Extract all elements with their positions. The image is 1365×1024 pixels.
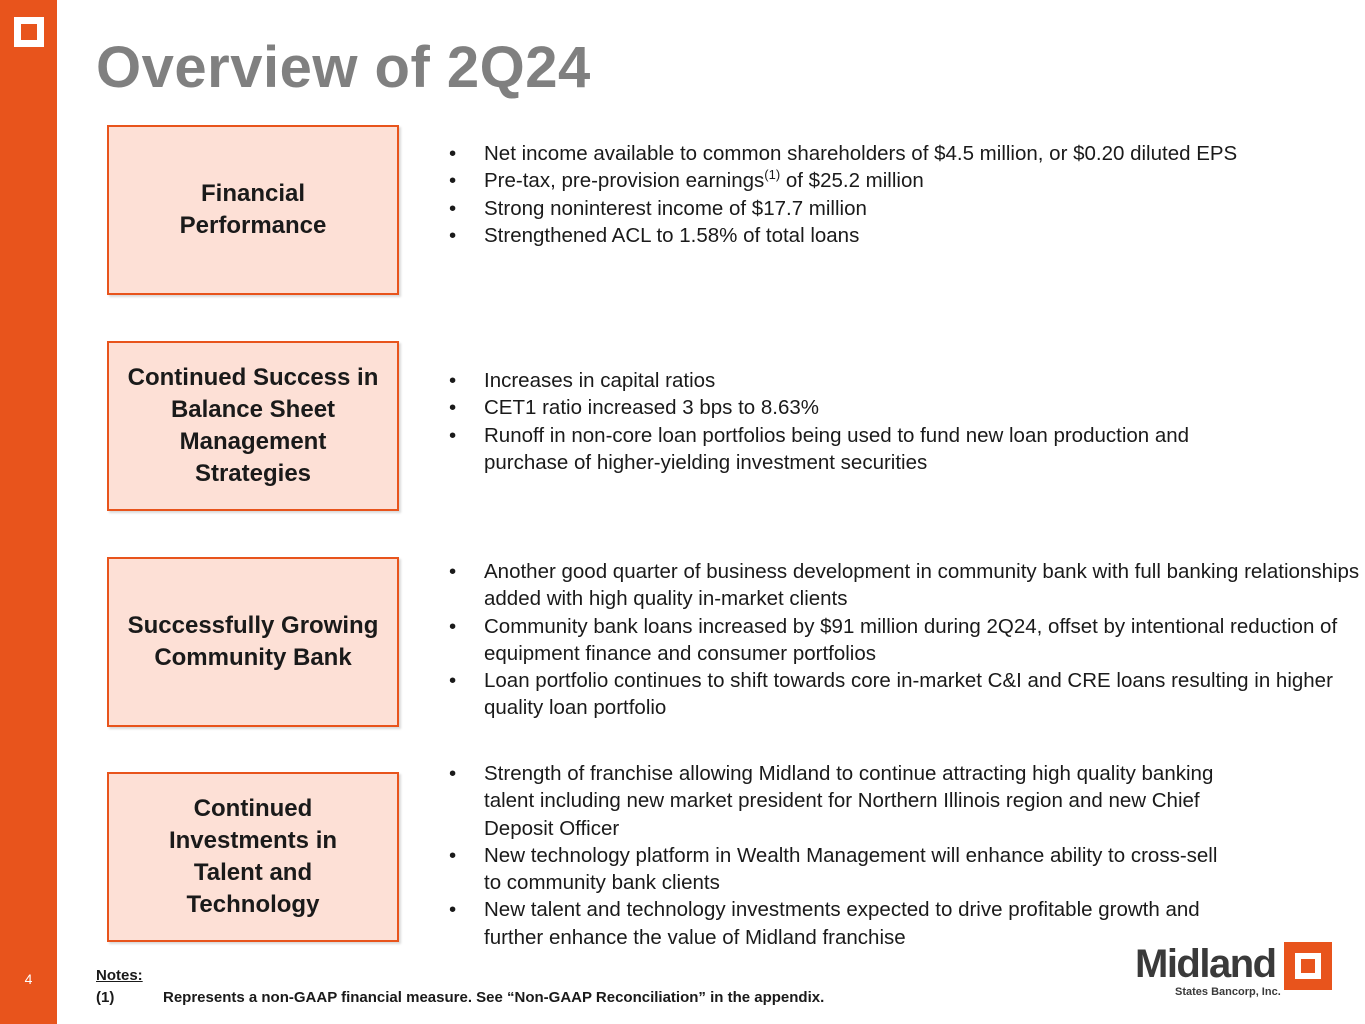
brand-square-icon [1284,942,1332,990]
bullet-item: • Community bank loans increased by $91 million during 2Q24, offset by intentional reduction of equipment finance and consumer portfolios [449,613,1361,668]
bullet-item: • Net income available to common shareholders of $4.5 million, or $0.20 diluted EPS [449,140,1349,167]
sidebar-accent-bar [0,0,57,1024]
section-bullets [449,367,1249,476]
bullet-item: • Increases in capital ratios [449,367,1249,394]
bullet-item: • Strength of franchise allowing Midland to continue attracting high quality banking talent including new market president for Northern Illinois region and new Chief Deposit Officer [449,760,1239,842]
midland-logo-icon [14,17,44,47]
bullet-item: • Strengthened ACL to 1.58% of total loans [449,222,1349,249]
section-bullets [449,760,1239,951]
bullet-item: • Pre-tax, pre-provision earnings$^{(1)}$ of $25.2 million [449,167,1349,194]
bullet-item: • Loan portfolio continues to shift towards core in-market C&I and CRE loans resulting in higher quality loan portfolio [449,667,1361,722]
section-bullets [449,558,1361,722]
section-heading: Continued Success in Balance Sheet Management Strategies [127,364,379,487]
note-text: Represents a non-GAAP financial measure. See “Non-GAAP Reconciliation” in the appendix. [163,989,825,1006]
section-bullets [449,140,1349,249]
note-number: (1) [96,989,115,1006]
brand-subtitle: States Bancorp, Inc. [1175,986,1281,998]
bullet-item: • Another good quarter of business development in community bank with full banking relationships added with high quality in-market clients [449,558,1361,613]
bullet-item: • CET1 ratio increased 3 bps to 8.63% [449,394,1249,421]
page-number: 4 [24,971,33,987]
section-heading: Financial Performance [179,180,327,239]
section-heading-box [107,341,399,511]
section-heading-box [107,772,399,942]
section-heading-box [107,125,399,295]
section-heading: Continued Investments in Talent and Technology [168,795,338,918]
notes-label: Notes: [96,967,143,984]
midland-brand-logo [1133,940,1333,1002]
section-heading: Successfully Growing Community Bank [127,612,379,671]
page-title: Overview of 2Q24 [96,35,591,100]
brand-name: Midland [1135,942,1276,986]
section-heading-box [107,557,399,727]
bullet-item: • New talent and technology investments expected to drive profitable growth and further enhance the value of Midland franchise [449,896,1239,951]
bullet-item: • Strong noninterest income of $17.7 million [449,195,1349,222]
bullet-item: • New technology platform in Wealth Management will enhance ability to cross-sell to community bank clients [449,842,1239,897]
bullet-item: • Runoff in non-core loan portfolios being used to fund new loan production and purchase of higher-yielding investment securities [449,422,1249,477]
